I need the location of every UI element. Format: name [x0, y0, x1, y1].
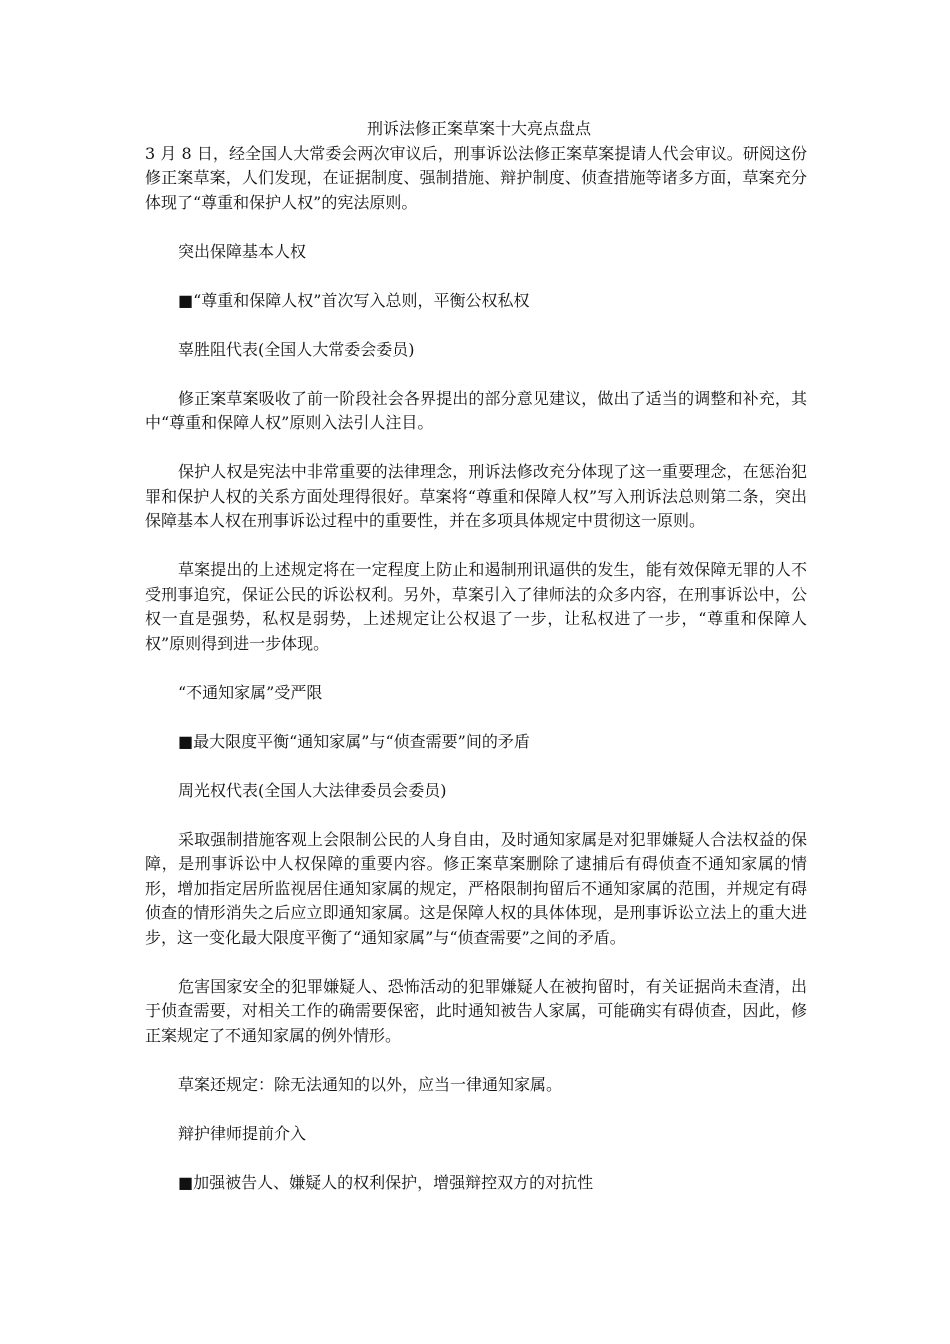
body-paragraph: 修正案草案吸收了前一阶段社会各界提出的部分意见建议，做出了适当的调整和补充，其中“尊重和保障人权”原则入法引人注目。 — [145, 388, 807, 432]
body-paragraph: 草案提出的上述规定将在一定程度上防止和遏制刑讯逼供的发生，能有效保障无罪的人不受刑事追究，保证公民的诉讼权利。另外，草案引入了律师法的众多内容，在刑事诉讼中，公权一直是强势，私权是弱势，上述规定让公权退了一步，让私权进了一步，“尊重和保障人权”原则得到进一步体现。 — [145, 560, 807, 653]
section-heading-human-rights: 突出保障基本人权 — [178, 241, 307, 261]
speaker-attribution-gu: 辜胜阻代表(全国人大常委会委员) — [178, 339, 415, 359]
section-heading-family-notice: “不通知家属”受严限 — [178, 682, 323, 702]
body-paragraph: 危害国家安全的犯罪嫌疑人、恐怖活动的犯罪嫌疑人在被拘留时，有关证据尚未查清，出于侦查需要，对相关工作的确需要保密，此时通知被告人家属，可能确实有碍侦查，因此，修正案规定了不通知家属的例外情形。 — [145, 976, 807, 1045]
body-paragraph: 采取强制措施客观上会限制公民的人身自由，及时通知家属是对犯罪嫌疑人合法权益的保障，是刑事诉讼中人权保障的重要内容。修正案草案删除了逮捕后有碍侦查不通知家属的情形，增加指定居所监视居住通知家属的规定，严格限制拘留后不通知家属的范围，并规定有碍侦查的情形消失之后应立即通知家属。这是保障人权的具体体现，是刑事诉讼立法上的重大进步，这一变化最大限度平衡了“通知家属”与“侦查需要”之间的矛盾。 — [145, 829, 807, 947]
intro-paragraph: 3 月 8 日，经全国人大常委会两次审议后，刑事诉讼法修正案草案提请人代会审议。研阅这份修正案草案，人们发现，在证据制度、强制措施、辩护制度、侦查措施等诸多方面，草案充分体现了“尊重和保护人权”的宪法原则。 — [145, 143, 807, 212]
bullet-subheading-family-notice: ■最大限度平衡“通知家属”与“侦查需要”间的矛盾 — [178, 731, 530, 751]
bullet-subheading-human-rights: ■“尊重和保障人权”首次写入总则，平衡公权私权 — [178, 290, 530, 310]
section-heading-defense-lawyer: 辩护律师提前介入 — [178, 1123, 307, 1143]
body-paragraph: 草案还规定：除无法通知的以外，应当一律通知家属。 — [178, 1074, 563, 1094]
speaker-attribution-zhou: 周光权代表(全国人大法律委员会委员) — [178, 780, 447, 800]
document-body — [145, 117, 807, 1195]
document-title: 刑诉法修正案草案十大亮点盘点 — [366, 119, 591, 138]
bullet-subheading-defense-lawyer: ■加强被告人、嫌疑人的权利保护，增强辩控双方的对抗性 — [178, 1172, 594, 1192]
body-paragraph: 保护人权是宪法中非常重要的法律理念，刑诉法修改充分体现了这一重要理念，在惩治犯罪和保护人权的关系方面处理得很好。草案将“尊重和保障人权”写入刑诉法总则第二条，突出保障基本人权在刑事诉讼过程中的重要性，并在多项具体规定中贯彻这一原则。 — [145, 462, 807, 530]
